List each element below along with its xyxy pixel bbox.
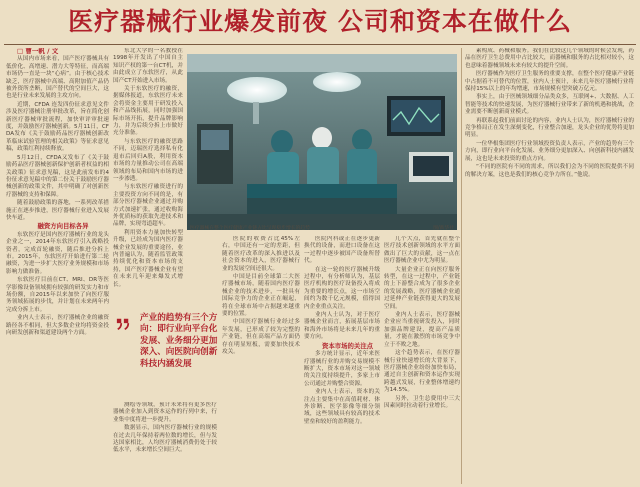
paragraph: 随着鼓励政策的落地，一系列改革措施正在逐步推进，医疗器械行业进入发展快车道。 [6,200,109,221]
paragraph: 医院的收费占比45%左右，中国还有一定的差距，但随着医疗改革的深入推进以及社会资本的进入，医疗器械行业的发展空间还很大。 [222,236,300,272]
paragraph: 这个趋势表示，在医疗器械行业快速增长的大背景下，医疗器械企业纷纷加快布局，通过自主创新和资本运作实现跨越式发展，行业整体增速约为14.5%。 [384,350,460,394]
paragraph: 中国是目前全球第二大医疗器械市场，随着国内医疗器械企业的技术进步，一批具有国际竞争力的企业正在崛起，将在全球市场中占据越来越重要的位置。 [222,274,300,318]
paragraph: 东软医疗是国内医疗器械行业的龙头企业之一，2014年东软医疗引入战略投资者，完成首轮融资，随后推进分拆上市。2015年，东软医疗开始进行第二轮融资，为进一步扩大医疗业务规模和市场影响力做准备。 [6,231,109,275]
paragraph: 另外，卫生总费用中三大因素同时拉动着行业增长。 [384,395,460,409]
paragraph: 利用资本力量加快转型升级，已经成为国内医疗器械企业发展的重要途径，业内普遍认为，随着监管政策持续优化和资本市场的支持，国产医疗器械企业有望在未来几年迎来爆发式增长。 [113,229,183,288]
paragraph: “不同的医院有不同的需求，所以我们会为不同的医院提供不同的解决方案，这也是我们的核心竞争力所在。”他说。 [465,164,634,178]
paragraph: 与东软医疗的融资思路不同，迈瑞医疗选择私有化退市后回归A股，利用资本市场的力量推动公司在高端领域的布局和国内市场的进一步渗透。 [113,138,183,182]
paragraph: 测绘等领域，预计未来将有更多医疗器械企业加入到资本运作的行列中来，行业集中度将进一步提升。 [113,402,217,423]
paragraph: 数据显示，国内医疗器械行业的规模在过去几年保持着两位数的增长，但与发达国家相比，人均医疗器械消费仍处于较低水平，未来增长空间巨大。 [113,425,217,454]
paragraph: 东北大学的一名教授在1998年开发出了中国自主知识产权的第一台CT机，并由此成立了东软医疗，从此国产CT开始进入市场。 [113,48,183,84]
section-subhead: 融资方向目标各异 [37,222,89,231]
paragraph: 关于东软医疗的融资，据媒体报道，东软医疗未来会将资金主要用于研发投入和产品线拓展，同时加强国际市场开拓，提升品牌影响力，并为后续分拆上市做好充分准备。 [113,86,183,137]
section-subhead: 资本市场的关注点 [321,341,374,350]
caption-text: 医疗器械在整个医疗健康产业链占比呈现稳步增长的趋势 [190,226,310,231]
photo-caption [190,226,454,232]
paragraph: 业内人士表示，医疗器械企业的融资路径各不相同，但大多数企业均将资金投向研发创新和渠道建设两个方面。 [6,315,109,337]
column-2-bottom [113,402,217,484]
column-3 [304,236,380,484]
quote-mark-icon [116,317,130,331]
column-divider [461,48,462,484]
paragraph: 医疗器械作为医疗卫生服务的重要支撑，在整个医疗健康产业链中占据着不可替代的位置，业内人士预计，未来几年医疗器械行业将保持15%以上的年均增速，市场规模有望突破万亿元。 [465,71,634,93]
paragraph: 事实上，由于医械领域细分品类众多，互联网+、大数据、人工智能等技术的快速发展，为医疗器械行业带来了新的机遇和挑战，企业需要不断创新商业模式。 [465,94,634,116]
byline: □ 曹一帆 / 文 [17,48,59,55]
column-5 [465,48,634,484]
operating-room-illustration [187,54,457,230]
paragraph: 素构成、药械和服务。我们在比较这几个领域的时候会发现，药品在医疗卫生总费用中占比较大，而器械和服务的占比相对较小，这也意味着器械领域未来有较大的提升空间。 [465,48,634,69]
column-2-top [113,48,183,310]
paragraph: 再联系起我们前面讨论的内容，业内人士认为，医疗器械行业的竞争格局正在发生深刻变化，行业整合加速，龙头企业的优势将更加明显。 [465,117,634,139]
paragraph: 从国内市场来看，国产医疗器械具有低价化、高增速、潜力大等特征，而高端市场仍一直是一块“心病”。由于核心技术缺乏，医疗器械中高端、高附加值产品仍被外资所垄断，国产替代的空间巨大，这也是行业未来发展的主攻方向。 [6,56,109,100]
paragraph: 5月12日，CFDA又发布了《关于鼓励药品医疗器械创新保护创新者权益的相关政策》征求意见稿，这是此前发布的4份征求意见稿中的第二份关于鼓励医疗器械创新的政策文件，其中明确了对创新医疗器械的支持和保障。 [6,154,109,198]
pull-quote-text: 产业的趋势有三个方向：即行业向平台化发展、业务细分更加深入、向医院向创新科技内涵发展 [140,313,218,369]
paragraph: 业内人士认为，对于医疗器械企业而言，拓展基层市场和海外市场将是未来几年的重要方向。 [304,312,380,341]
headline: 医疗器械行业爆发前夜 公司和资本在做什么 [68,7,572,36]
photo-credit: 图/新华社 [433,226,454,231]
paragraph: 中国医疗器械行业经过多年发展，已形成了较为完整的产业链，但在高端产品方面仍存在明显短板，需要加快技术攻关。 [222,319,300,356]
paragraph: 在这一轮的医疗器械升级过程中，有分析师认为，基层医疗机构的医疗设备投入将成为重要的增长点，这一市场空间约为数千亿元规模，值得国内企业重点关注。 [304,266,380,310]
paragraph: 业内人士表示，资本的关注点主要集中在高值耗材、体外诊断、医学影像等细分领域，这些领域具有较高的技术壁垒和较好的盈利能力。 [304,389,380,425]
paragraph: 医院内科或正在逐步更新换代的设备，而进口设备在这一过程中逐步被国产设备所替代。 [304,236,380,265]
paragraph: 近期，CFDA 连发四份征求意见文件涉及医疗器械注册审批改革，旨在简化创新医疗器械审批流程，加快审评审批速度，并鼓励医疗器械创新。5月11日，CFDA发布《关于鼓励药品医疗器械创新改革临床试验管理的相关政策》等征求意见稿，政策红利持续释放。 [6,101,109,153]
headline-rule [4,44,636,45]
paragraph: 一位华根集团医疗行业领域投资负责人表示，产业的趋势有三个方向，即行业向平台化发展、业务细分更加深入、向创新科技内涵发展，这也是未来投资的重点方向。 [465,140,634,162]
paragraph: 大量企业正在向医疗服务转型，在这一过程中，产业链的上下游整合成为了很多企业的发展战略，医疗器械企业通过延伸产业链获得更大的发展空间。 [384,266,460,310]
column-3-left [222,236,300,484]
paragraph: 几个大点，首先就在整个医疗技术创新领域的水平方面做出了巨大的贡献，这一点在医疗器械企业中尤为明显。 [384,236,460,265]
paragraph: 与东软医疗融资进行的主要投资方向不同的是，有部分医疗器械企业通过并购方式加速扩张，通过收购海外优质标的获取先进技术和品牌，实现弯道超车。 [113,184,183,228]
paragraph: 业内人士表示，医疗器械企业应当重视研发投入，同时加强品牌建设，提高产品质量，才能在激烈的市场竞争中立于不败之地。 [384,312,460,348]
operating-room-photo [187,54,457,230]
column-4 [384,236,460,484]
paragraph: 东软医疗目前在CT、MRI、DR等医学影像设备领域拥有较强的研发实力和市场份额，自2015年以来加快了向医疗服务领域拓展的步伐，并计划在未来两年内完成分拆上市。 [6,277,109,313]
column-1 [6,48,109,483]
paragraph: 多方统计显示，近年来医疗器械行业的并购交易规模不断扩大，资本市场对这一领域的关注度持续提升，多家上市公司通过并购整合资源。 [304,351,380,387]
